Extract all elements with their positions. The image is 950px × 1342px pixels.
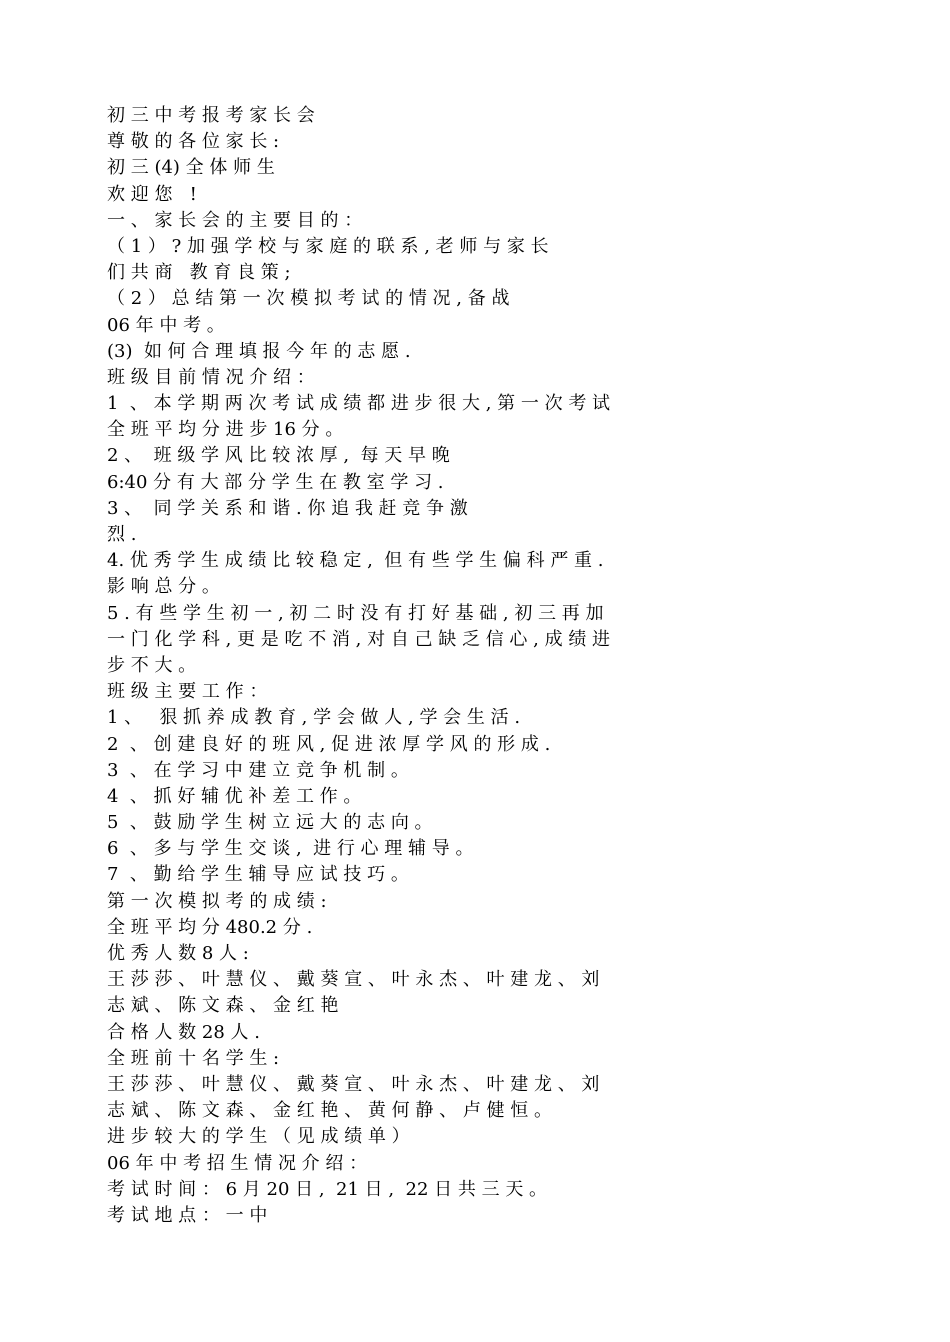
greeting-line: 初 三 (4) 全 体 师 生: [107, 157, 275, 179]
paragraph-line: 4. 优 秀 学 生 成 绩 比 较 稳 定 , 但 有 些 学 生 偏 科 严 重 .: [107, 550, 604, 572]
paragraph-line: 一 门 化 学 科 , 更 是 吃 不 消 , 对 自 己 缺 乏 信 心 , 成 绩 进: [107, 628, 611, 650]
paragraph-line: (3) 如 何 合 理 填 报 今 年 的 志 愿 .: [107, 340, 411, 362]
document-title: 初 三 中 考 报 考 家 长 会: [107, 105, 315, 126]
list-item: 2 、 创 建 良 好 的 班 风 , 促 进 浓 厚 学 风 的 形 成 .: [107, 733, 551, 755]
paragraph-line: 志 斌 、 陈 文 森 、 金 红 艳 、 黄 何 静 、 卢 健 恒 。: [107, 1100, 552, 1122]
list-item: 7 、 勤 给 学 生 辅 导 应 试 技 巧 。: [107, 864, 409, 886]
paragraph-line: 全 班 平 均 分 480.2 分 .: [107, 916, 313, 938]
paragraph-line: 进 步 较 大 的 学 生 （ 见 成 绩 单 ）: [107, 1126, 410, 1148]
section-heading: 班 级 目 前 情 况 介 绍 ：: [107, 366, 315, 388]
paragraph-line: 王 莎 莎 、 叶 慧 仪 、 戴 葵 宣 、 叶 永 杰 、 叶 建 龙 、 刘: [107, 1073, 600, 1095]
paragraph-line: 志 斌 、 陈 文 森 、 金 红 艳: [107, 995, 339, 1017]
paragraph-line: 5 . 有 些 学 生 初 一 , 初 二 时 没 有 打 好 基 础 , 初 三 再 加: [107, 602, 604, 624]
list-item: 1 、 狠 抓 养 成 教 育 , 学 会 做 人 , 学 会 生 活 .: [107, 707, 521, 729]
section-heading: 一 、 家 长 会 的 主 要 目 的 ：: [107, 209, 363, 231]
paragraph-line: 优 秀 人 数 8 人 :: [107, 943, 249, 964]
paragraph-line: 烈 .: [107, 524, 137, 545]
paragraph-line: 1 、 本 学 期 两 次 考 试 成 绩 都 进 步 很 大 , 第 一 次 考 试: [107, 393, 611, 415]
paragraph-line: （ 2 ） 总 结 第 一 次 模 拟 考 试 的 情 况 , 备 战: [107, 288, 510, 310]
paragraph-line: 6:40 分 有 大 部 分 学 生 在 教 室 学 习 .: [107, 471, 444, 493]
list-item: 3 、 在 学 习 中 建 立 竞 争 机 制 。: [107, 759, 409, 781]
paragraph-line: 合 格 人 数 28 人 .: [107, 1021, 260, 1043]
paragraph-line: 王 莎 莎 、 叶 慧 仪 、 戴 葵 宣 、 叶 永 杰 、 叶 建 龙 、 刘: [107, 969, 600, 991]
paragraph-line: 2 、 班 级 学 风 比 较 浓 厚 , 每 天 早 晚: [107, 445, 450, 467]
list-item: 4 、 抓 好 辅 优 补 差 工 作 。: [107, 785, 362, 807]
section-heading: 班 级 主 要 工 作 ：: [107, 681, 268, 703]
paragraph-line: 全 班 前 十 名 学 生 :: [107, 1047, 280, 1069]
list-item: 5 、 鼓 励 学 生 树 立 远 大 的 志 向 。: [107, 812, 433, 834]
section-heading: 06 年 中 考 招 生 情 况 介 绍 ：: [107, 1152, 368, 1174]
section-heading: 第 一 次 模 拟 考 的 成 绩 :: [107, 890, 327, 912]
paragraph-line: 3 、 同 学 关 系 和 谐 . 你 追 我 赶 竞 争 激: [107, 497, 468, 519]
paragraph-line: 们 共 商 教 育 良 策 ;: [107, 262, 291, 284]
paragraph-line: 影 响 总 分 。: [107, 576, 220, 598]
paragraph-line: 全 班 平 均 分 进 步 16 分 。: [107, 419, 344, 441]
paragraph-line: 考 试 时 间 ： 6 月 20 日 , 21 日 , 22 日 共 三 天 。: [107, 1178, 548, 1200]
greeting-line: 欢 迎 您 !: [107, 183, 197, 205]
document-body: [107, 103, 837, 1229]
paragraph-line: 06 年 中 考 。: [107, 314, 225, 336]
paragraph-line: （ 1 ） ? 加 强 学 校 与 家 庭 的 联 系 , 老 师 与 家 长: [107, 235, 549, 257]
paragraph-line: 考 试 地 点 ： 一 中: [107, 1204, 268, 1226]
greeting-line: 尊 敬 的 各 位 家 长 :: [107, 131, 280, 153]
paragraph-line: 步 不 大 。: [107, 654, 197, 676]
list-item: 6 、 多 与 学 生 交 谈 , 进 行 心 理 辅 导 。: [107, 838, 474, 860]
